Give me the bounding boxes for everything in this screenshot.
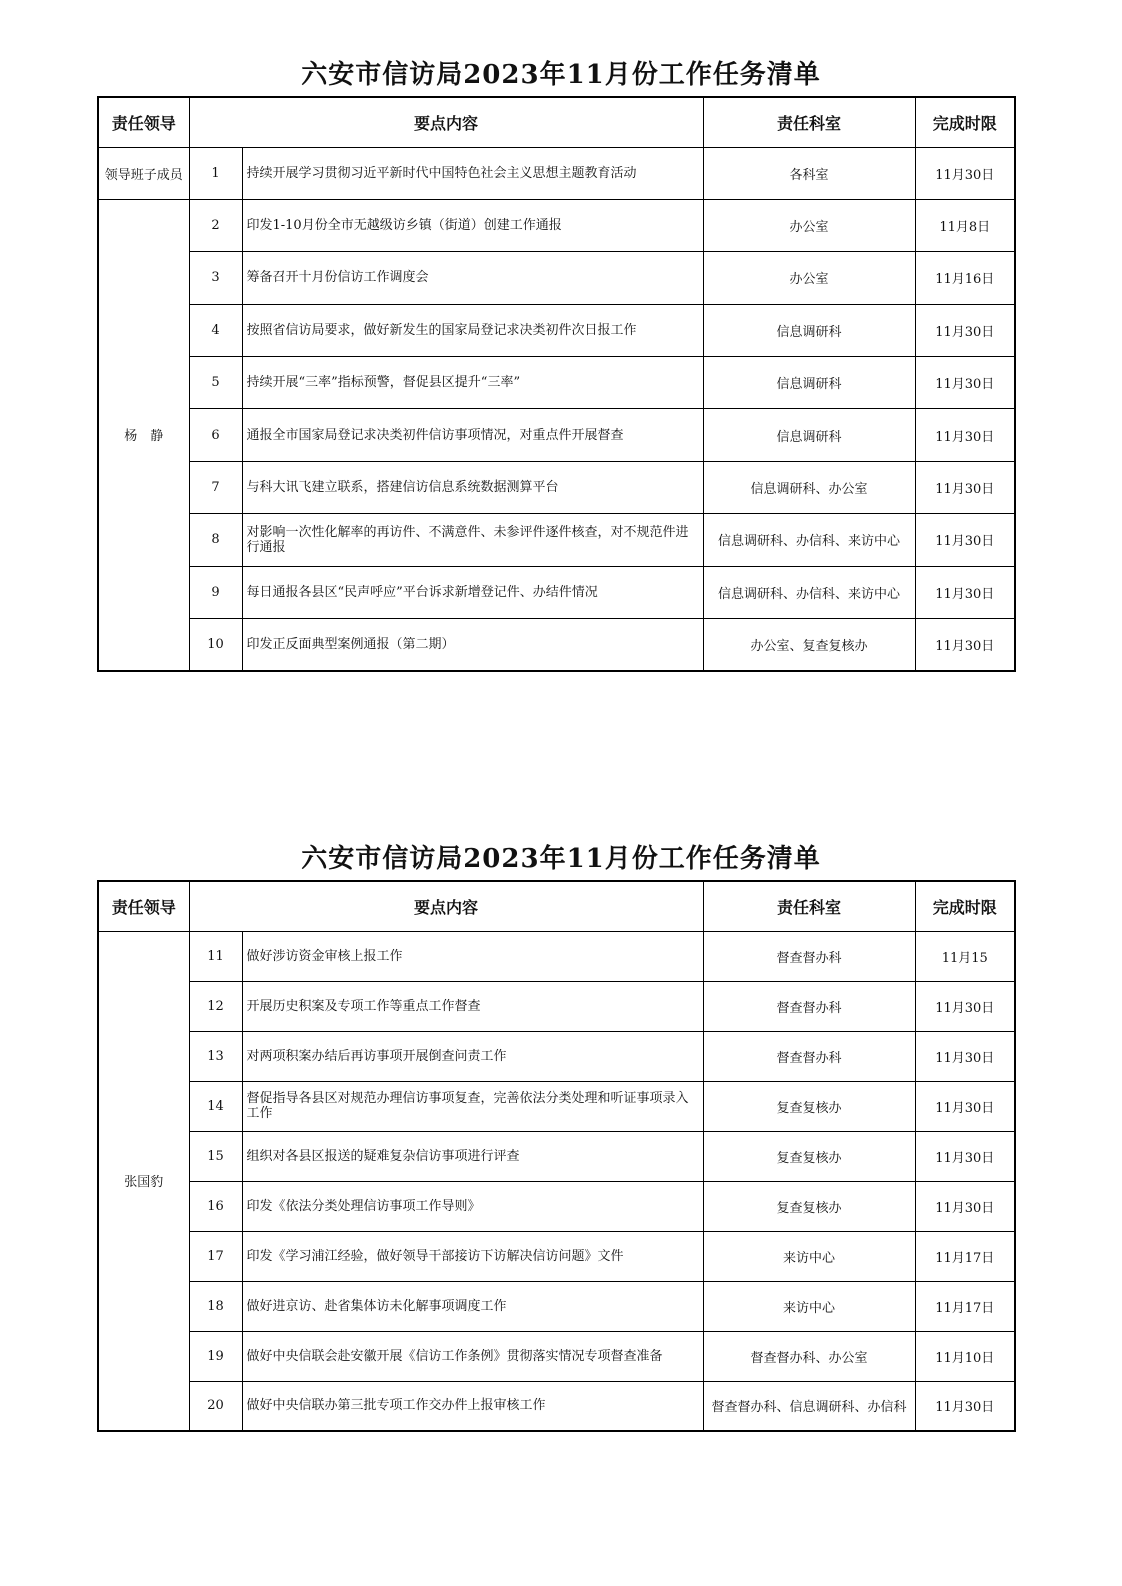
row-dept: 办公室 [703,252,915,304]
row-dept: 来访中心 [703,1231,915,1281]
header-content: 要点内容 [189,881,703,931]
row-dept: 信息调研科、办信科、来访中心 [703,514,915,566]
header-dept: 责任科室 [703,97,915,147]
row-dept: 督查督办科 [703,981,915,1031]
row-number: 6 [189,409,242,461]
table-header-row [98,881,1015,931]
table-row [98,1281,1015,1331]
row-deadline: 11月16日 [915,252,1015,304]
header-dept: 责任科室 [703,881,915,931]
row-number: 13 [189,1031,242,1081]
row-dept: 各科室 [703,147,915,199]
row-deadline: 11月17日 [915,1231,1015,1281]
row-dept: 来访中心 [703,1281,915,1331]
row-deadline: 11月30日 [915,1181,1015,1231]
table-row [98,252,1015,304]
row-dept: 办公室、复查复核办 [703,619,915,671]
row-content: 对影响一次性化解率的再访件、不满意件、未参评件逐件核查，对不规范件进行通报 [242,514,703,566]
row-content: 印发《依法分类处理信访事项工作导则》 [242,1181,703,1231]
row-number: 7 [189,461,242,513]
row-dept: 督查督办科 [703,1031,915,1081]
table-row [98,147,1015,199]
row-deadline: 11月30日 [915,619,1015,671]
table-row [98,357,1015,409]
table-row [98,1331,1015,1381]
row-number: 16 [189,1181,242,1231]
table-row [98,566,1015,618]
table-row [98,1081,1015,1131]
row-number: 18 [189,1281,242,1331]
row-deadline: 11月17日 [915,1281,1015,1331]
row-number: 3 [189,252,242,304]
table-row [98,1381,1015,1431]
table-row [98,981,1015,1031]
row-content: 每日通报各县区“民声呼应”平台诉求新增登记件、办结件情况 [242,566,703,618]
table-row [98,409,1015,461]
row-deadline: 11月30日 [915,147,1015,199]
row-content: 通报全市国家局登记求决类初件信访事项情况，对重点件开展督查 [242,409,703,461]
table-row [98,931,1015,981]
row-number: 1 [189,147,242,199]
table-row [98,461,1015,513]
table-row [98,199,1015,251]
row-deadline: 11月30日 [915,1031,1015,1081]
row-deadline: 11月30日 [915,1081,1015,1131]
row-dept: 复查复核办 [703,1181,915,1231]
task-table [97,96,1016,672]
row-dept: 信息调研科 [703,409,915,461]
row-content: 对两项积案办结后再访事项开展倒查问责工作 [242,1031,703,1081]
header-deadline: 完成时限 [915,881,1015,931]
table-row [98,1031,1015,1081]
row-content: 印发《学习浦江经验，做好领导干部接访下访解决信访问题》文件 [242,1231,703,1281]
row-content: 印发正反面典型案例通报（第二期） [242,619,703,671]
row-content: 督促指导各县区对规范办理信访事项复查，完善依法分类处理和听证事项录入工作 [242,1081,703,1131]
row-content: 做好涉访资金审核上报工作 [242,931,703,981]
row-content: 做好进京访、赴省集体访未化解事项调度工作 [242,1281,703,1331]
leader-cell: 杨 静 [98,199,189,671]
header-leader: 责任领导 [98,881,189,931]
table-header-row [98,97,1015,147]
row-number: 9 [189,566,242,618]
row-number: 8 [189,514,242,566]
row-deadline: 11月10日 [915,1331,1015,1381]
row-content: 做好中央信联会赴安徽开展《信访工作条例》贯彻落实情况专项督查准备 [242,1331,703,1381]
row-number: 19 [189,1331,242,1381]
row-content: 做好中央信联办第三批专项工作交办件上报审核工作 [242,1381,703,1431]
row-number: 17 [189,1231,242,1281]
table-row [98,1231,1015,1281]
header-deadline: 完成时限 [915,97,1015,147]
row-number: 10 [189,619,242,671]
row-dept: 复查复核办 [703,1081,915,1131]
row-deadline: 11月30日 [915,409,1015,461]
row-content: 持续开展学习贯彻习近平新时代中国特色社会主义思想主题教育活动 [242,147,703,199]
row-number: 4 [189,304,242,356]
row-content: 与科大讯飞建立联系，搭建信访信息系统数据测算平台 [242,461,703,513]
row-number: 2 [189,199,242,251]
leader-cell: 领导班子成员 [98,147,189,199]
row-deadline: 11月30日 [915,566,1015,618]
row-dept: 复查复核办 [703,1131,915,1181]
row-deadline: 11月30日 [915,304,1015,356]
row-deadline: 11月15 [915,931,1015,981]
row-number: 5 [189,357,242,409]
row-dept: 信息调研科、办公室 [703,461,915,513]
row-dept: 督查督办科、信息调研科、办信科 [703,1381,915,1431]
row-deadline: 11月8日 [915,199,1015,251]
table-row [98,1131,1015,1181]
row-content: 按照省信访局要求，做好新发生的国家局登记求决类初件次日报工作 [242,304,703,356]
row-number: 20 [189,1381,242,1431]
table-row [98,1181,1015,1231]
row-deadline: 11月30日 [915,514,1015,566]
row-deadline: 11月30日 [915,1381,1015,1431]
table-row [98,514,1015,566]
row-dept: 督查督办科 [703,931,915,981]
row-content: 组织对各县区报送的疑难复杂信访事项进行评查 [242,1131,703,1181]
page-title: 六安市信访局2023年11月份工作任务清单 [301,844,821,874]
row-deadline: 11月30日 [915,981,1015,1031]
row-dept: 办公室 [703,199,915,251]
row-dept: 信息调研科、办信科、来访中心 [703,566,915,618]
row-deadline: 11月30日 [915,461,1015,513]
row-number: 11 [189,931,242,981]
table-row [98,304,1015,356]
row-content: 印发1-10月份全市无越级访乡镇（街道）创建工作通报 [242,199,703,251]
leader-cell: 张国豹 [98,931,189,1431]
row-number: 14 [189,1081,242,1131]
row-dept: 督查督办科、办公室 [703,1331,915,1381]
page-title: 六安市信访局2023年11月份工作任务清单 [301,60,821,90]
header-leader: 责任领导 [98,97,189,147]
table-row [98,619,1015,671]
row-number: 12 [189,981,242,1031]
row-dept: 信息调研科 [703,304,915,356]
row-content: 开展历史积案及专项工作等重点工作督查 [242,981,703,1031]
row-content: 持续开展“三率”指标预警，督促县区提升“三率” [242,357,703,409]
row-deadline: 11月30日 [915,1131,1015,1181]
row-dept: 信息调研科 [703,357,915,409]
row-number: 15 [189,1131,242,1181]
task-table [97,880,1016,1432]
row-deadline: 11月30日 [915,357,1015,409]
row-content: 筹备召开十月份信访工作调度会 [242,252,703,304]
header-content: 要点内容 [189,97,703,147]
